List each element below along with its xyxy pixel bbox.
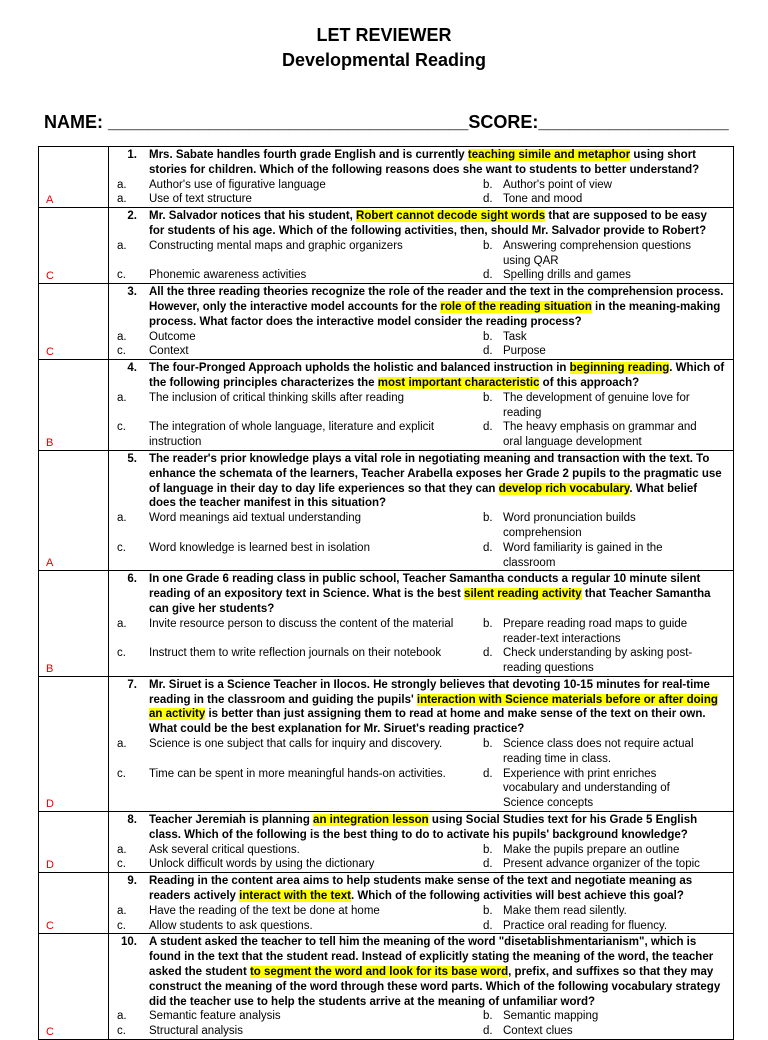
highlighted-text: role of the reading situation xyxy=(440,300,592,313)
option xyxy=(109,767,475,811)
options-row xyxy=(109,1009,725,1024)
options-row xyxy=(109,843,725,858)
options-row xyxy=(109,239,725,269)
answer-cell xyxy=(39,451,109,570)
question-stem xyxy=(109,678,725,737)
options-row xyxy=(109,1024,725,1039)
option xyxy=(475,646,725,676)
question-text xyxy=(149,148,725,178)
question-text xyxy=(149,209,725,239)
highlighted-text: teaching simile and metaphor xyxy=(467,149,631,161)
option-text: Context xyxy=(149,345,189,358)
option-text: Semantic feature analysis xyxy=(149,1010,281,1023)
option-text: Ask several critical questions. xyxy=(149,843,300,856)
option-letter: a. xyxy=(117,1010,127,1023)
option-text: Allow students to ask questions. xyxy=(149,919,313,932)
option-text: Tone and mood xyxy=(503,193,583,206)
question-row xyxy=(39,360,733,451)
option-letter: b. xyxy=(483,512,493,525)
text-segment: of this approach? xyxy=(539,376,640,389)
option-letter: b. xyxy=(483,904,493,917)
answer-key: A xyxy=(46,194,54,207)
option-letter: c. xyxy=(117,647,126,660)
question-text xyxy=(149,361,725,391)
option-letter: c. xyxy=(117,919,126,932)
page-subtitle: Developmental Reading xyxy=(281,50,487,70)
option-letter: a. xyxy=(117,330,127,343)
option xyxy=(109,617,475,647)
question-text xyxy=(149,935,725,1009)
option-letter: a. xyxy=(117,738,127,751)
question-row xyxy=(39,934,733,1039)
option-text: The heavy emphasis on grammar and oral language development xyxy=(503,421,697,449)
question-row xyxy=(39,812,733,873)
option-letter: d. xyxy=(483,1025,493,1038)
option-letter: d. xyxy=(483,421,493,434)
option xyxy=(109,192,475,207)
option-text: Make the pupils prepare an outline xyxy=(503,843,680,856)
name-score-line xyxy=(44,112,729,133)
text-segment: Teacher Jeremiah is planning xyxy=(149,814,314,827)
option xyxy=(475,919,725,934)
answer-key: B xyxy=(46,662,54,675)
option-letter: b. xyxy=(483,617,493,630)
question-body xyxy=(109,208,733,283)
answer-cell xyxy=(39,812,109,872)
option-text: Science class does not require actual reading time in class. xyxy=(503,738,694,765)
option-letter: a. xyxy=(117,512,127,525)
question-row xyxy=(39,284,733,360)
highlighted-text: most important characteristic xyxy=(377,376,540,389)
option-text: The integration of whole language, literature and explicit instruction xyxy=(149,421,435,449)
option-letter: a. xyxy=(117,617,127,630)
score-label: SCORE:___________________ xyxy=(468,112,729,132)
option-text: Instruct them to write reflection journals on their notebook xyxy=(149,647,442,660)
option xyxy=(109,1024,475,1039)
option xyxy=(475,737,725,767)
answer-cell xyxy=(39,208,109,283)
option-letter: c. xyxy=(117,345,126,358)
options-row xyxy=(109,646,725,676)
answer-key: A xyxy=(46,557,54,570)
answer-key: B xyxy=(46,436,54,449)
text-segment: . Which of the following activities will best achieve this goal? xyxy=(350,890,684,903)
options-row xyxy=(109,904,725,919)
text-segment: Mr. Salvador notices that his student, xyxy=(149,210,357,223)
option-letter: d. xyxy=(483,269,493,282)
question-row xyxy=(39,677,733,812)
option-text: Use of text structure xyxy=(149,193,252,206)
text-segment: Mrs. Sabate handles fourth grade English and is currently xyxy=(149,149,468,161)
option xyxy=(475,767,725,811)
option-text: Spelling drills and games xyxy=(503,269,631,282)
question-number: 10. xyxy=(121,936,137,949)
answer-cell xyxy=(39,571,109,676)
name-label: NAME: ____________________________________ xyxy=(44,112,469,132)
question-text xyxy=(149,874,725,904)
question-text xyxy=(149,285,725,329)
option-letter: c. xyxy=(117,421,126,434)
option-text: Word knowledge is learned best in isolation xyxy=(149,541,370,554)
question-number: 1. xyxy=(127,149,137,161)
option-letter: c. xyxy=(117,1025,126,1038)
question-number: 8. xyxy=(127,814,137,827)
option xyxy=(475,843,725,858)
option-text: Prepare reading road maps to guide reader-text interactions xyxy=(503,617,688,645)
highlighted-text: interact with the text xyxy=(239,890,351,903)
question-stem xyxy=(109,935,725,1009)
option xyxy=(475,511,725,541)
option-letter: c. xyxy=(117,269,126,282)
text-segment: In one Grade 6 reading class in public school, Teacher Samantha conducts a regular 10 minute silent reading of an expository text in Science. What is the best xyxy=(149,573,701,601)
text-segment: The reader's prior knowledge plays a vital role in negotiating meaning and transaction with the text. To enhance the schemata of the learners, Teacher Arabella exposes her Grade 2 pupils to the pragmatic use of language in their day to day life experiences so that they can xyxy=(149,452,722,495)
option-text: Author's point of view xyxy=(503,178,612,191)
question-number: 9. xyxy=(127,875,137,888)
options-row xyxy=(109,420,725,450)
option-letter: b. xyxy=(483,330,493,343)
answer-cell xyxy=(39,147,109,207)
option-text: Author's use of figurative language xyxy=(149,178,326,191)
option-text: Present advance organizer of the topic xyxy=(503,858,700,871)
question-table xyxy=(38,146,734,1040)
answer-cell xyxy=(39,934,109,1039)
option xyxy=(109,420,475,450)
option xyxy=(109,344,475,359)
option-letter: d. xyxy=(483,767,493,780)
answer-cell xyxy=(39,677,109,811)
option-text: Time can be spent in more meaningful hands-on activities. xyxy=(149,767,446,780)
text-segment: . What belief does the teacher manifest in this situation? xyxy=(149,482,698,510)
option xyxy=(109,178,475,193)
option-letter: b. xyxy=(483,843,493,856)
question-body xyxy=(109,147,733,207)
question-stem xyxy=(109,813,725,843)
options-row xyxy=(109,344,725,359)
option-text: Answering comprehension questions using QAR xyxy=(503,239,691,267)
answer-key: C xyxy=(46,1026,54,1039)
option xyxy=(475,1009,725,1024)
question-number: 2. xyxy=(127,210,137,223)
option-text: Constructing mental maps and graphic organizers xyxy=(149,239,403,252)
question-stem xyxy=(109,874,725,904)
option-letter: d. xyxy=(483,345,493,358)
text-segment: A student asked the teacher to tell him the meaning of the word "disetablishmentarianism", which is found in the text that the student read. Instead of explicitly stating the meaning of the word, the teacher asked the student xyxy=(149,936,714,979)
option xyxy=(109,737,475,767)
text-segment: Reading in the content area aims to help students make sense of the text and negotiate meaning as readers actively xyxy=(149,875,693,903)
question-row xyxy=(39,147,733,208)
question-text xyxy=(149,678,725,737)
highlighted-text: to segment the word and look for its base word xyxy=(249,966,509,979)
text-segment: in the meaning-making process. What factor does the interactive model consider the reading process? xyxy=(149,300,721,328)
option-text: Unlock difficult words by using the dictionary xyxy=(149,858,375,871)
option xyxy=(475,904,725,919)
answer-cell xyxy=(39,284,109,359)
option xyxy=(475,268,725,283)
option xyxy=(475,541,725,571)
highlighted-text: Robert cannot decode sight words xyxy=(356,210,546,223)
question-number: 6. xyxy=(127,573,137,586)
option xyxy=(475,330,725,345)
option-letter: d. xyxy=(483,647,493,660)
option-letter: c. xyxy=(117,541,126,554)
option-text: Word familiarity is gained in the classroom xyxy=(503,541,663,569)
options-row xyxy=(109,192,725,207)
option xyxy=(109,646,475,676)
options-row xyxy=(109,268,725,283)
option xyxy=(109,268,475,283)
option xyxy=(109,843,475,858)
options-row xyxy=(109,541,725,571)
highlighted-text: interaction with Science materials before or after doing an activity xyxy=(149,693,718,721)
question-text xyxy=(149,813,725,843)
question-body xyxy=(109,284,733,359)
option xyxy=(109,919,475,934)
option-text: Practice oral reading for fluency. xyxy=(503,919,668,932)
question-body xyxy=(109,812,733,872)
question-stem xyxy=(109,285,725,329)
option xyxy=(109,1009,475,1024)
highlighted-text: silent reading activity xyxy=(464,588,582,601)
option xyxy=(475,239,725,269)
option xyxy=(475,617,725,647)
options-row xyxy=(109,178,725,193)
option xyxy=(475,1024,725,1039)
option-text: Semantic mapping xyxy=(503,1010,599,1023)
option-letter: a. xyxy=(117,193,127,206)
options-row xyxy=(109,919,725,934)
option xyxy=(109,239,475,269)
option-text: Invite resource person to discuss the content of the material xyxy=(149,617,454,630)
answer-key: D xyxy=(46,798,54,811)
question-body xyxy=(109,451,733,570)
question-row xyxy=(39,208,733,284)
option-letter: a. xyxy=(117,178,127,191)
question-row xyxy=(39,571,733,677)
highlighted-text: develop rich vocabulary xyxy=(498,482,630,495)
options-row xyxy=(109,617,725,647)
question-body xyxy=(109,677,733,811)
option xyxy=(475,192,725,207)
option-text: Context clues xyxy=(503,1025,573,1038)
option-letter: d. xyxy=(483,541,493,554)
option xyxy=(475,178,725,193)
option-letter: c. xyxy=(117,858,126,871)
answer-key: C xyxy=(46,346,54,359)
option-letter: a. xyxy=(117,843,127,856)
question-body xyxy=(109,873,733,933)
option-text: Task xyxy=(503,330,527,343)
option xyxy=(475,344,725,359)
option xyxy=(109,857,475,872)
option-letter: a. xyxy=(117,239,127,252)
text-segment: is better than just assigning them to read at home and make sense of the text on their own. What could be the best explanation for Mr. Siruet's reading practice? xyxy=(149,708,706,736)
option-letter: b. xyxy=(483,1010,493,1023)
option xyxy=(109,904,475,919)
option-letter: b. xyxy=(483,178,493,191)
option xyxy=(109,391,475,421)
text-segment: that Teacher Samantha can give her students? xyxy=(149,588,711,615)
question-body xyxy=(109,360,733,450)
option-letter: c. xyxy=(117,767,126,780)
question-text xyxy=(149,452,725,511)
question-number: 5. xyxy=(127,452,137,465)
text-segment: . Which of the following principles characterizes the xyxy=(149,362,725,389)
highlighted-text: an integration lesson xyxy=(313,814,429,827)
option-text: Check understanding by asking post-reading questions xyxy=(503,647,693,675)
text-segment: The four-Pronged Approach upholds the holistic and balanced instruction in xyxy=(149,362,570,375)
question-stem xyxy=(109,572,725,616)
option-text: The development of genuine love for reading xyxy=(503,391,690,419)
option-letter: d. xyxy=(483,919,493,932)
options-row xyxy=(109,857,725,872)
question-stem xyxy=(109,361,725,391)
answer-key: C xyxy=(46,270,54,283)
option-text: Word pronunciation builds comprehension xyxy=(503,512,636,539)
question-stem xyxy=(109,452,725,511)
page-title: LET REVIEWER xyxy=(316,25,452,45)
question-stem xyxy=(109,209,725,239)
options-row xyxy=(109,330,725,345)
option-text: Structural analysis xyxy=(149,1025,243,1038)
option xyxy=(109,541,475,571)
option-letter: a. xyxy=(117,904,127,917)
question-number: 3. xyxy=(127,286,137,299)
option-letter: b. xyxy=(483,239,493,252)
options-row xyxy=(109,737,725,767)
option-letter: d. xyxy=(483,858,493,871)
answer-cell xyxy=(39,873,109,933)
text-segment: All the three reading theories recognize the role of the reader and the text in the comprehension process. However, only the interactive model accounts for the xyxy=(149,286,724,313)
option-text: Have the reading of the text be done at home xyxy=(149,904,380,917)
option-text: Word meanings aid textual understanding xyxy=(149,512,362,525)
question-number: 7. xyxy=(127,678,137,691)
options-row xyxy=(109,511,725,541)
text-segment: using short stories for children. Which of the following reasons does she want to students to better understand? xyxy=(149,149,700,176)
question-body xyxy=(109,571,733,676)
options-row xyxy=(109,767,725,811)
option-text: The inclusion of critical thinking skills after reading xyxy=(149,391,405,404)
option-text: Science is one subject that calls for inquiry and discovery. xyxy=(149,738,443,751)
option-letter: a. xyxy=(117,391,127,404)
option xyxy=(109,330,475,345)
question-row xyxy=(39,451,733,571)
question-number: 4. xyxy=(127,362,137,375)
question-row xyxy=(39,873,733,934)
option-text: Experience with print enriches vocabulary and understanding of Science concepts xyxy=(503,767,670,810)
option xyxy=(475,857,725,872)
option-text: Purpose xyxy=(503,345,546,358)
option-text: Outcome xyxy=(149,330,196,343)
answer-cell xyxy=(39,360,109,450)
options-row xyxy=(109,391,725,421)
option-text: Phonemic awareness activities xyxy=(149,269,307,282)
option xyxy=(475,420,725,450)
answer-key: C xyxy=(46,920,54,933)
option xyxy=(475,391,725,421)
text-segment: Mr. Siruet is a Science Teacher in Ilocos. He strongly believes that devoting 10-15 minutes for real-time reading in the classroom and guiding the pupils' xyxy=(149,678,710,706)
option-text: Make them read silently. xyxy=(503,904,627,917)
question-text xyxy=(149,572,725,616)
option-letter: d. xyxy=(483,193,493,206)
question-stem xyxy=(109,148,725,178)
question-body xyxy=(109,934,733,1039)
highlighted-text: beginning reading xyxy=(569,362,670,375)
text-segment: that are supposed to be easy for students of his age. Which of the following activities, then, should Mr. Salvador provide to Robert? xyxy=(149,210,707,237)
option-letter: b. xyxy=(483,738,493,751)
option-letter: b. xyxy=(483,391,493,404)
text-segment: using Social Studies text for his Grade 5 English class. Which of the following is the best thing to do to activate his pupils' background knowledge? xyxy=(149,814,698,841)
option xyxy=(109,511,475,541)
text-segment: , prefix, and suffixes so that they may construct the meaning of the word through these word parts. Which of the following vocabulary strategy did the teacher use to help the students arrive at the meaning of unfamiliar word? xyxy=(149,966,721,1008)
answer-key: D xyxy=(46,859,54,872)
